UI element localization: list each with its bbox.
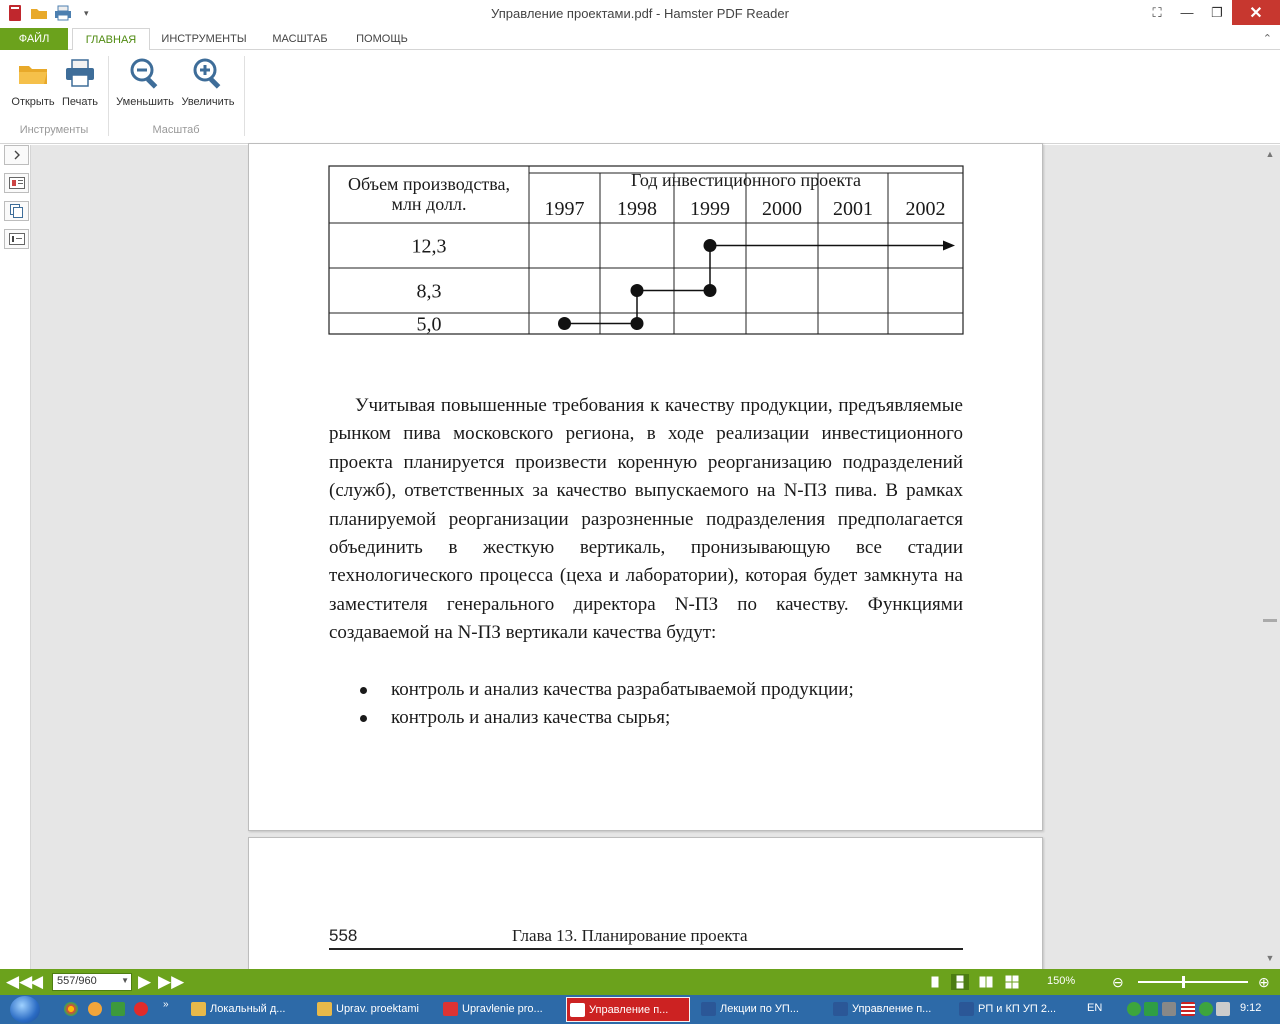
taskbar-item[interactable] xyxy=(440,997,562,1022)
word-icon xyxy=(959,1002,974,1016)
data-point xyxy=(704,284,717,297)
start-button[interactable] xyxy=(10,996,40,1023)
list-item-text: контроль и анализ качества сырья; xyxy=(391,707,671,729)
document-paragraph xyxy=(329,392,963,648)
scrollbar-thumb[interactable] xyxy=(1263,619,1277,622)
title-bar xyxy=(0,0,1280,27)
customize-toolbar-icon[interactable]: ▾ xyxy=(84,7,89,18)
fullscreen-button[interactable]: ⛶ xyxy=(1152,4,1162,20)
collapse-ribbon-icon[interactable]: ⌃ xyxy=(1262,33,1272,45)
taskbar-item[interactable] xyxy=(830,997,952,1022)
open-folder-icon xyxy=(16,56,50,90)
document-area xyxy=(0,145,1280,969)
taskbar-item[interactable] xyxy=(698,997,822,1022)
two-page-continuous-view-button[interactable] xyxy=(1003,974,1021,990)
scroll-down-button[interactable]: ▼ xyxy=(1265,953,1275,963)
bullet-dot xyxy=(360,687,367,694)
running-header: Глава 13. Планирование проекта xyxy=(512,926,748,945)
paragraph-text: Учитывая повышенные требования к качеству продукции, предъявляемые рынком пива московского региона, в ходе реализации инвестиционного проекта планируется произвести коренную реорганизацию подразделений (служб), ответственных за качество выпускаемого на N-ПЗ пива. В рамках планируемой реорганизации разрозненные подразделения предполагается объединить в жесткую вертикаль, пронизывающую все стадии технологического процесса (цеха и лаборатории), которая будет замкнута на заместителя генерального директора N-ПЗ по качеству. Функциями создаваемой на N-ПЗ вертикали качества будут: xyxy=(329,395,963,644)
open-button[interactable] xyxy=(6,56,60,108)
winrar-icon xyxy=(443,1002,458,1016)
year-label: 1999 xyxy=(690,198,730,220)
next-page-icon[interactable]: ▶ xyxy=(138,972,152,991)
word-icon xyxy=(833,1002,848,1016)
continuous-page-icon xyxy=(956,975,964,989)
year-label: 2001 xyxy=(833,198,873,220)
list-item xyxy=(329,676,963,704)
tab-tools[interactable]: ИНСТРУМЕНТЫ xyxy=(161,33,247,45)
pdf-reader-icon xyxy=(570,1003,585,1017)
taskbar-item-label: Локальный д... xyxy=(210,1003,286,1015)
ribbon-tabs xyxy=(0,28,1280,50)
data-point xyxy=(558,317,571,330)
bookmarks-panel-button[interactable] xyxy=(4,173,29,193)
year-label: 2002 xyxy=(905,198,946,220)
zoom-in-icon[interactable]: ⊕ xyxy=(1258,974,1270,990)
zoom-slider-knob[interactable] xyxy=(1182,976,1185,988)
group-separator xyxy=(244,56,245,136)
first-page-icon[interactable]: ◀◀ xyxy=(6,972,33,991)
print-button[interactable] xyxy=(53,56,107,108)
close-button[interactable]: ✕ xyxy=(1232,0,1280,25)
data-point xyxy=(631,317,644,330)
zoom-in-icon xyxy=(191,56,225,90)
vertical-scrollbar[interactable] xyxy=(1260,145,1280,969)
taskbar-item-label: Управление п... xyxy=(589,1004,669,1016)
volume-label: 12,3 xyxy=(411,235,447,258)
zoom-out-icon xyxy=(128,56,162,90)
zoom-out-button[interactable] xyxy=(115,56,175,108)
maximize-button[interactable]: ❐ xyxy=(1211,4,1223,20)
folder-icon xyxy=(191,1002,206,1016)
taskbar-item[interactable] xyxy=(956,997,1078,1022)
group-label-zoom: Масштаб xyxy=(152,124,200,136)
header-rule xyxy=(329,948,963,950)
year-label: 2000 xyxy=(762,198,802,220)
bookmarks-icon xyxy=(9,177,25,189)
thumbnails-icon xyxy=(10,204,24,218)
launcher-icon[interactable] xyxy=(111,1002,125,1016)
data-point xyxy=(704,239,717,252)
arrow-head xyxy=(943,241,955,251)
taskbar xyxy=(0,995,1280,1024)
volume-label: 8,3 xyxy=(416,280,442,303)
more-icon[interactable]: » xyxy=(163,999,169,1010)
bullet-dot xyxy=(360,715,367,722)
volume-label: 5,0 xyxy=(416,313,442,336)
tab-home[interactable]: ГЛАВНАЯ xyxy=(72,28,150,51)
info-icon[interactable] xyxy=(1199,1002,1213,1016)
side-panel-bar xyxy=(0,145,31,969)
scroll-up-button[interactable]: ▲ xyxy=(1265,149,1275,159)
taskbar-item-active[interactable] xyxy=(566,997,690,1022)
zoom-level: 150% xyxy=(1047,975,1076,987)
pdf-page xyxy=(248,837,1043,977)
mail-icon[interactable] xyxy=(88,1002,102,1016)
investment-table-chart xyxy=(249,144,1044,364)
chevron-right-icon xyxy=(12,150,22,160)
tab-help[interactable]: ПОМОЩЬ xyxy=(356,33,408,45)
clock: 9:12 xyxy=(1240,1002,1262,1014)
print-label: Печать xyxy=(61,96,99,108)
window-controls xyxy=(1142,0,1280,25)
column-group-header: Год инвестиционного проекта xyxy=(631,170,861,190)
tray-app-icon[interactable] xyxy=(1162,1002,1176,1016)
word-icon xyxy=(701,1002,716,1016)
window-title: Управление проектами.pdf - Hamster PDF Reader xyxy=(491,6,789,21)
language-indicator[interactable]: EN xyxy=(1087,1002,1103,1014)
zoom-out-icon[interactable]: ⊖ xyxy=(1112,974,1124,990)
outline-icon xyxy=(9,233,25,245)
printer-icon xyxy=(63,56,97,90)
thumbnails-panel-button[interactable] xyxy=(4,201,29,221)
page-number-field[interactable] xyxy=(52,973,132,991)
ribbon xyxy=(0,50,1280,144)
volume-icon[interactable] xyxy=(1216,1002,1230,1016)
year-label: 1998 xyxy=(617,198,657,220)
zoom-out-label: Уменьшить xyxy=(116,96,174,108)
tab-zoom[interactable]: МАСШТАБ xyxy=(272,33,328,45)
minimize-button[interactable]: — xyxy=(1180,5,1194,20)
two-page-continuous-icon xyxy=(1005,975,1019,989)
two-page-icon xyxy=(979,976,993,988)
row-header-label: млн долл. xyxy=(391,194,467,214)
data-point xyxy=(631,284,644,297)
year-label: 1997 xyxy=(544,198,585,220)
flag-icon[interactable] xyxy=(1181,1002,1195,1016)
taskbar-item-label: Uprav. proektami xyxy=(336,1003,419,1015)
chrome-icon[interactable] xyxy=(64,1002,78,1016)
zoom-in-label: Увеличить xyxy=(181,96,235,108)
taskbar-item-label: Лекции по УП... xyxy=(720,1003,799,1015)
single-page-view-button[interactable] xyxy=(926,974,944,990)
tab-file[interactable]: ФАЙЛ xyxy=(0,28,68,50)
page-number: 558 xyxy=(329,926,358,945)
list-item-text: контроль и анализ качества разрабатываемой продукции; xyxy=(391,679,854,700)
taskbar-item-label: РП и КП УП 2... xyxy=(978,1003,1057,1015)
yandex-browser-icon[interactable] xyxy=(134,1002,148,1016)
zoom-slider[interactable] xyxy=(1138,981,1248,983)
taskbar-item[interactable] xyxy=(314,997,436,1022)
group-label-tools: Инструменты xyxy=(19,124,89,136)
list-item xyxy=(329,704,963,732)
row-header-label: Объем производства, xyxy=(348,174,510,194)
single-page-icon xyxy=(931,976,939,988)
taskbar-item[interactable] xyxy=(188,997,310,1022)
bullet-list xyxy=(329,676,963,733)
open-label: Открыть xyxy=(11,96,55,108)
pdf-page xyxy=(248,143,1043,831)
taskbar-item-label: Upravlenie pro... xyxy=(462,1003,543,1015)
folder-icon xyxy=(317,1002,332,1016)
chevron-down-icon: ▼ xyxy=(121,976,129,985)
security-check-icon[interactable] xyxy=(1127,1002,1141,1016)
outline-panel-button[interactable] xyxy=(4,229,29,249)
previous-page-icon[interactable]: ◀ xyxy=(30,972,44,991)
page-number-value: 557/960 xyxy=(57,975,97,987)
taskbar-item-label: Управление п... xyxy=(852,1003,932,1015)
two-page-view-button[interactable] xyxy=(977,974,995,990)
tray-app-icon[interactable] xyxy=(1144,1002,1158,1016)
status-bar xyxy=(0,969,1280,995)
zoom-in-button[interactable] xyxy=(178,56,238,108)
last-page-icon[interactable]: ▶▶ xyxy=(158,972,185,991)
expand-panel-button[interactable] xyxy=(4,145,29,165)
continuous-view-button[interactable] xyxy=(951,974,969,990)
